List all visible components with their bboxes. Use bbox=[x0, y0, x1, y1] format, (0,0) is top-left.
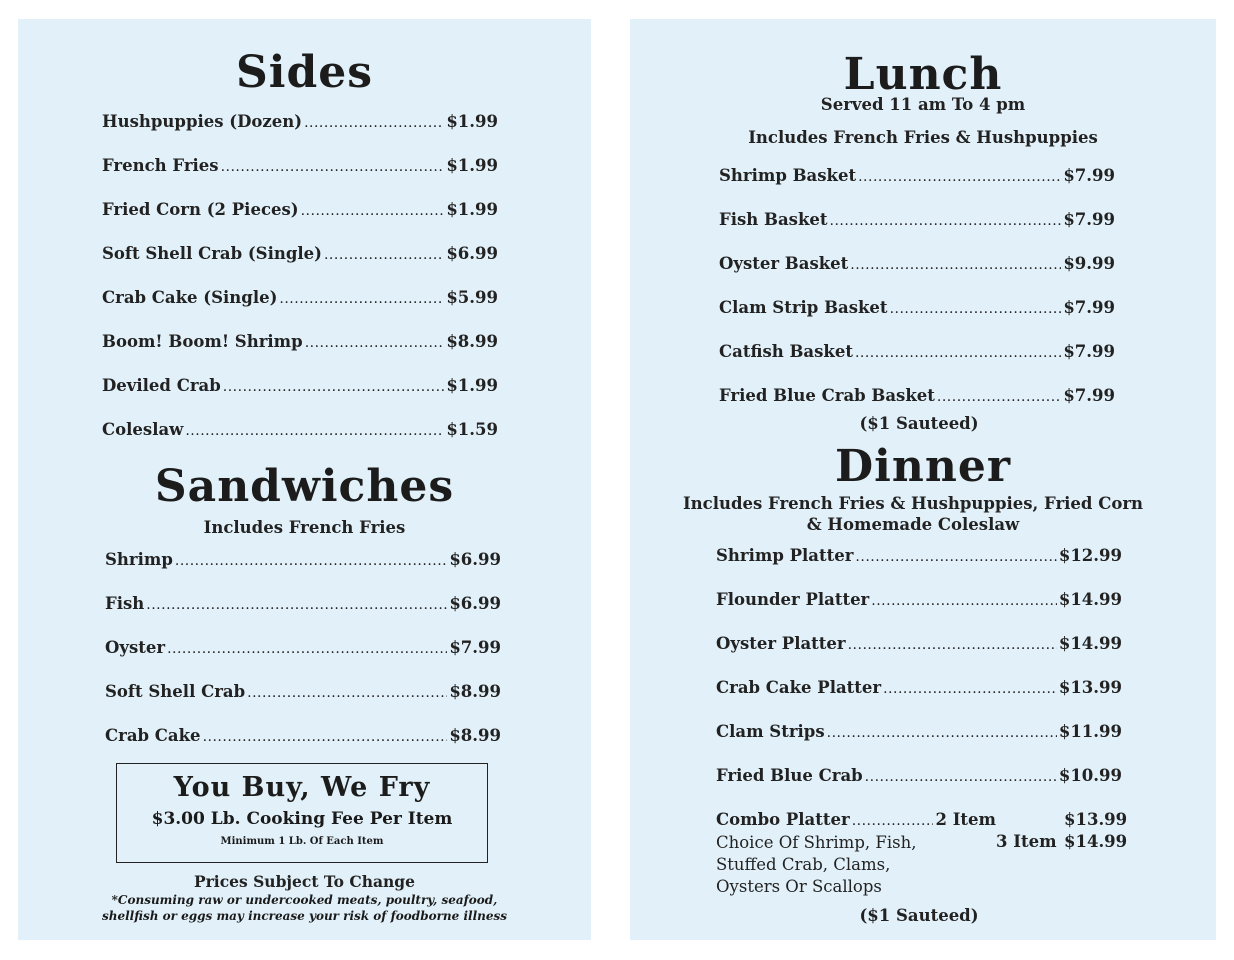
leader-dots bbox=[855, 546, 1056, 565]
combo-option-1-price bbox=[1064, 810, 1127, 829]
combo-desc-line-2: Stuffed Crab, Clams, bbox=[716, 855, 891, 874]
menu-item-name: Oyster Basket bbox=[719, 254, 849, 273]
warning-line-2: shellfish or eggs may increase your risk of foodborne illness bbox=[101, 909, 508, 923]
combo-platter-name: Combo Platter bbox=[716, 810, 850, 829]
leader-dots bbox=[848, 634, 1057, 653]
leader-dots bbox=[855, 342, 1061, 361]
menu-item-row bbox=[716, 722, 1122, 741]
combo-option-2-price-value: $14.99 bbox=[1064, 832, 1128, 851]
lunch-includes: Includes French Fries & Hushpuppies bbox=[748, 128, 1098, 147]
menu-item-name: Coleslaw bbox=[102, 420, 184, 439]
menu-item-price: $1.99 bbox=[446, 200, 498, 219]
menu-item-price: $8.99 bbox=[446, 332, 498, 351]
leader-dots bbox=[305, 332, 445, 351]
combo-desc-line-3: Oysters Or Scallops bbox=[716, 877, 882, 896]
combo-option-2-price bbox=[1064, 832, 1127, 851]
menu-item-name: Hushpuppies (Dozen) bbox=[102, 112, 303, 131]
menu-item-name: Shrimp bbox=[105, 550, 173, 569]
leader-dots bbox=[937, 386, 1061, 405]
menu-item-row bbox=[719, 166, 1115, 185]
dinner-includes-line-1: Includes French Fries & Hushpuppies, Fried Corn bbox=[682, 494, 1144, 513]
leader-dots bbox=[871, 590, 1057, 609]
leader-dots bbox=[830, 210, 1062, 229]
menu-item-price: $1.99 bbox=[446, 156, 498, 175]
menu-item-row bbox=[719, 342, 1115, 361]
menu-item-price: $7.99 bbox=[449, 638, 501, 657]
menu-item-name: Clam Strip Basket bbox=[719, 298, 888, 317]
menu-item-row bbox=[716, 766, 1122, 785]
menu-item-price: $1.59 bbox=[446, 420, 498, 439]
menu-item-row bbox=[105, 638, 501, 657]
menu-item-price: $1.99 bbox=[446, 376, 498, 395]
menu-item-price: $11.99 bbox=[1058, 722, 1122, 741]
menu-item-row bbox=[716, 634, 1122, 653]
menu-item-row bbox=[105, 682, 501, 701]
menu-item-price: $7.99 bbox=[1063, 166, 1115, 185]
menu-item-name: Fish Basket bbox=[719, 210, 828, 229]
menu-item-name: Crab Cake (Single) bbox=[102, 288, 278, 307]
menu-item-price: $7.99 bbox=[1063, 210, 1115, 229]
menu-item-name: Boom! Boom! Shrimp bbox=[102, 332, 303, 351]
leader-dots bbox=[858, 166, 1061, 185]
you-buy-we-fry-box bbox=[116, 763, 488, 863]
menu-item-name: Fried Corn (2 Pieces) bbox=[102, 200, 299, 219]
menu-item-price: $1.99 bbox=[446, 112, 498, 131]
leader-dots bbox=[279, 288, 444, 307]
menu-item-row bbox=[719, 298, 1115, 317]
menu-item-row bbox=[719, 386, 1115, 405]
leader-dots bbox=[324, 244, 444, 263]
combo-leader-dots bbox=[852, 810, 934, 829]
lunch-served-hours: Served 11 am To 4 pm bbox=[820, 95, 1026, 114]
menu-item-name: Clam Strips bbox=[716, 722, 825, 741]
menu-item-row bbox=[716, 590, 1122, 609]
prices-notice: Prices Subject To Change bbox=[193, 872, 415, 891]
menu-item-name: Soft Shell Crab bbox=[105, 682, 246, 701]
menu-item-price: $9.99 bbox=[1063, 254, 1115, 273]
menu-item-name: Deviled Crab bbox=[102, 376, 221, 395]
combo-desc-line-1: Choice Of Shrimp, Fish, bbox=[716, 833, 917, 852]
leader-dots bbox=[146, 594, 447, 613]
dinner-title: Dinner bbox=[834, 441, 1012, 492]
menu-item-price: $13.99 bbox=[1058, 678, 1122, 697]
menu-item-name: Catfish Basket bbox=[719, 342, 853, 361]
combo-option-1-price-value: $13.99 bbox=[1064, 810, 1128, 829]
sandwiches-title: Sandwiches bbox=[154, 461, 455, 512]
leader-dots bbox=[247, 682, 447, 701]
leader-dots bbox=[167, 638, 447, 657]
menu-item-price: $8.99 bbox=[449, 726, 501, 745]
lunch-title: Lunch bbox=[843, 49, 1003, 100]
menu-item-row bbox=[102, 288, 498, 307]
leader-dots bbox=[175, 550, 447, 569]
menu-item-row bbox=[102, 244, 498, 263]
fry-minimum: Minimum 1 Lb. Of Each Item bbox=[220, 836, 384, 847]
sandwiches-subtitle: Includes French Fries bbox=[203, 518, 406, 537]
menu-item-row bbox=[102, 420, 498, 439]
menu-item-name: Oyster bbox=[105, 638, 166, 657]
menu-item-row bbox=[719, 210, 1115, 229]
dinner-sauteed-note: ($1 Sauteed) bbox=[859, 906, 979, 925]
combo-option-2-label bbox=[996, 832, 1057, 851]
menu-item-name: Crab Cake bbox=[105, 726, 201, 745]
menu-item-row bbox=[105, 594, 501, 613]
menu-item-row bbox=[719, 254, 1115, 273]
menu-item-price: $6.99 bbox=[449, 594, 501, 613]
menu-item-price: $7.99 bbox=[1063, 342, 1115, 361]
leader-dots bbox=[890, 298, 1062, 317]
menu-item-name: Shrimp Basket bbox=[719, 166, 857, 185]
leader-dots bbox=[185, 420, 444, 439]
menu-item-row bbox=[105, 726, 501, 745]
leader-dots bbox=[203, 726, 448, 745]
menu-item-price: $10.99 bbox=[1058, 766, 1122, 785]
fry-fee: $3.00 Lb. Cooking Fee Per Item bbox=[151, 809, 453, 829]
menu-item-row bbox=[102, 112, 498, 131]
menu-item-name: Shrimp Platter bbox=[716, 546, 854, 565]
menu-item-name: Crab Cake Platter bbox=[716, 678, 882, 697]
menu-item-row bbox=[102, 156, 498, 175]
menu-item-price: $14.99 bbox=[1058, 590, 1122, 609]
sides-title: Sides bbox=[235, 47, 374, 98]
menu-item-name: Oyster Platter bbox=[716, 634, 846, 653]
leader-dots bbox=[827, 722, 1057, 741]
menu-item-price: $8.99 bbox=[449, 682, 501, 701]
menu-item-price: $6.99 bbox=[446, 244, 498, 263]
combo-platter-row bbox=[716, 810, 996, 829]
menu-item-name: Fish bbox=[105, 594, 145, 613]
warning-line-1: *Consuming raw or undercooked meats, poultry, seafood, bbox=[111, 893, 498, 907]
menu-item-price: $7.99 bbox=[1063, 386, 1115, 405]
leader-dots bbox=[221, 156, 445, 175]
menu-item-price: $12.99 bbox=[1058, 546, 1122, 565]
menu-item-row bbox=[102, 332, 498, 351]
menu-item-name: Soft Shell Crab (Single) bbox=[102, 244, 322, 263]
menu-item-name: Flounder Platter bbox=[716, 590, 870, 609]
menu-item-name: Fried Blue Crab Basket bbox=[719, 386, 935, 405]
menu-item-price: $14.99 bbox=[1058, 634, 1122, 653]
leader-dots bbox=[883, 678, 1057, 697]
combo-option-2-label-value: 3 Item bbox=[996, 832, 1057, 851]
menu-item-name: French Fries bbox=[102, 156, 219, 175]
dinner-includes-line-2: & Homemade Coleslaw bbox=[806, 515, 1020, 534]
menu-item-row bbox=[105, 550, 501, 569]
leader-dots bbox=[304, 112, 444, 131]
menu-item-price: $7.99 bbox=[1063, 298, 1115, 317]
combo-option-1-label: 2 Item bbox=[935, 810, 996, 829]
menu-item-row bbox=[102, 200, 498, 219]
menu-item-row bbox=[102, 376, 498, 395]
menu-item-name: Fried Blue Crab bbox=[716, 766, 863, 785]
leader-dots bbox=[223, 376, 445, 395]
leader-dots bbox=[301, 200, 445, 219]
menu-item-row bbox=[716, 678, 1122, 697]
menu-item-price: $6.99 bbox=[449, 550, 501, 569]
menu-item-row bbox=[716, 546, 1122, 565]
lunch-sauteed-note: ($1 Sauteed) bbox=[859, 414, 979, 433]
menu-item-price: $5.99 bbox=[446, 288, 498, 307]
leader-dots bbox=[865, 766, 1057, 785]
fry-title: You Buy, We Fry bbox=[173, 772, 431, 803]
leader-dots bbox=[850, 254, 1061, 273]
